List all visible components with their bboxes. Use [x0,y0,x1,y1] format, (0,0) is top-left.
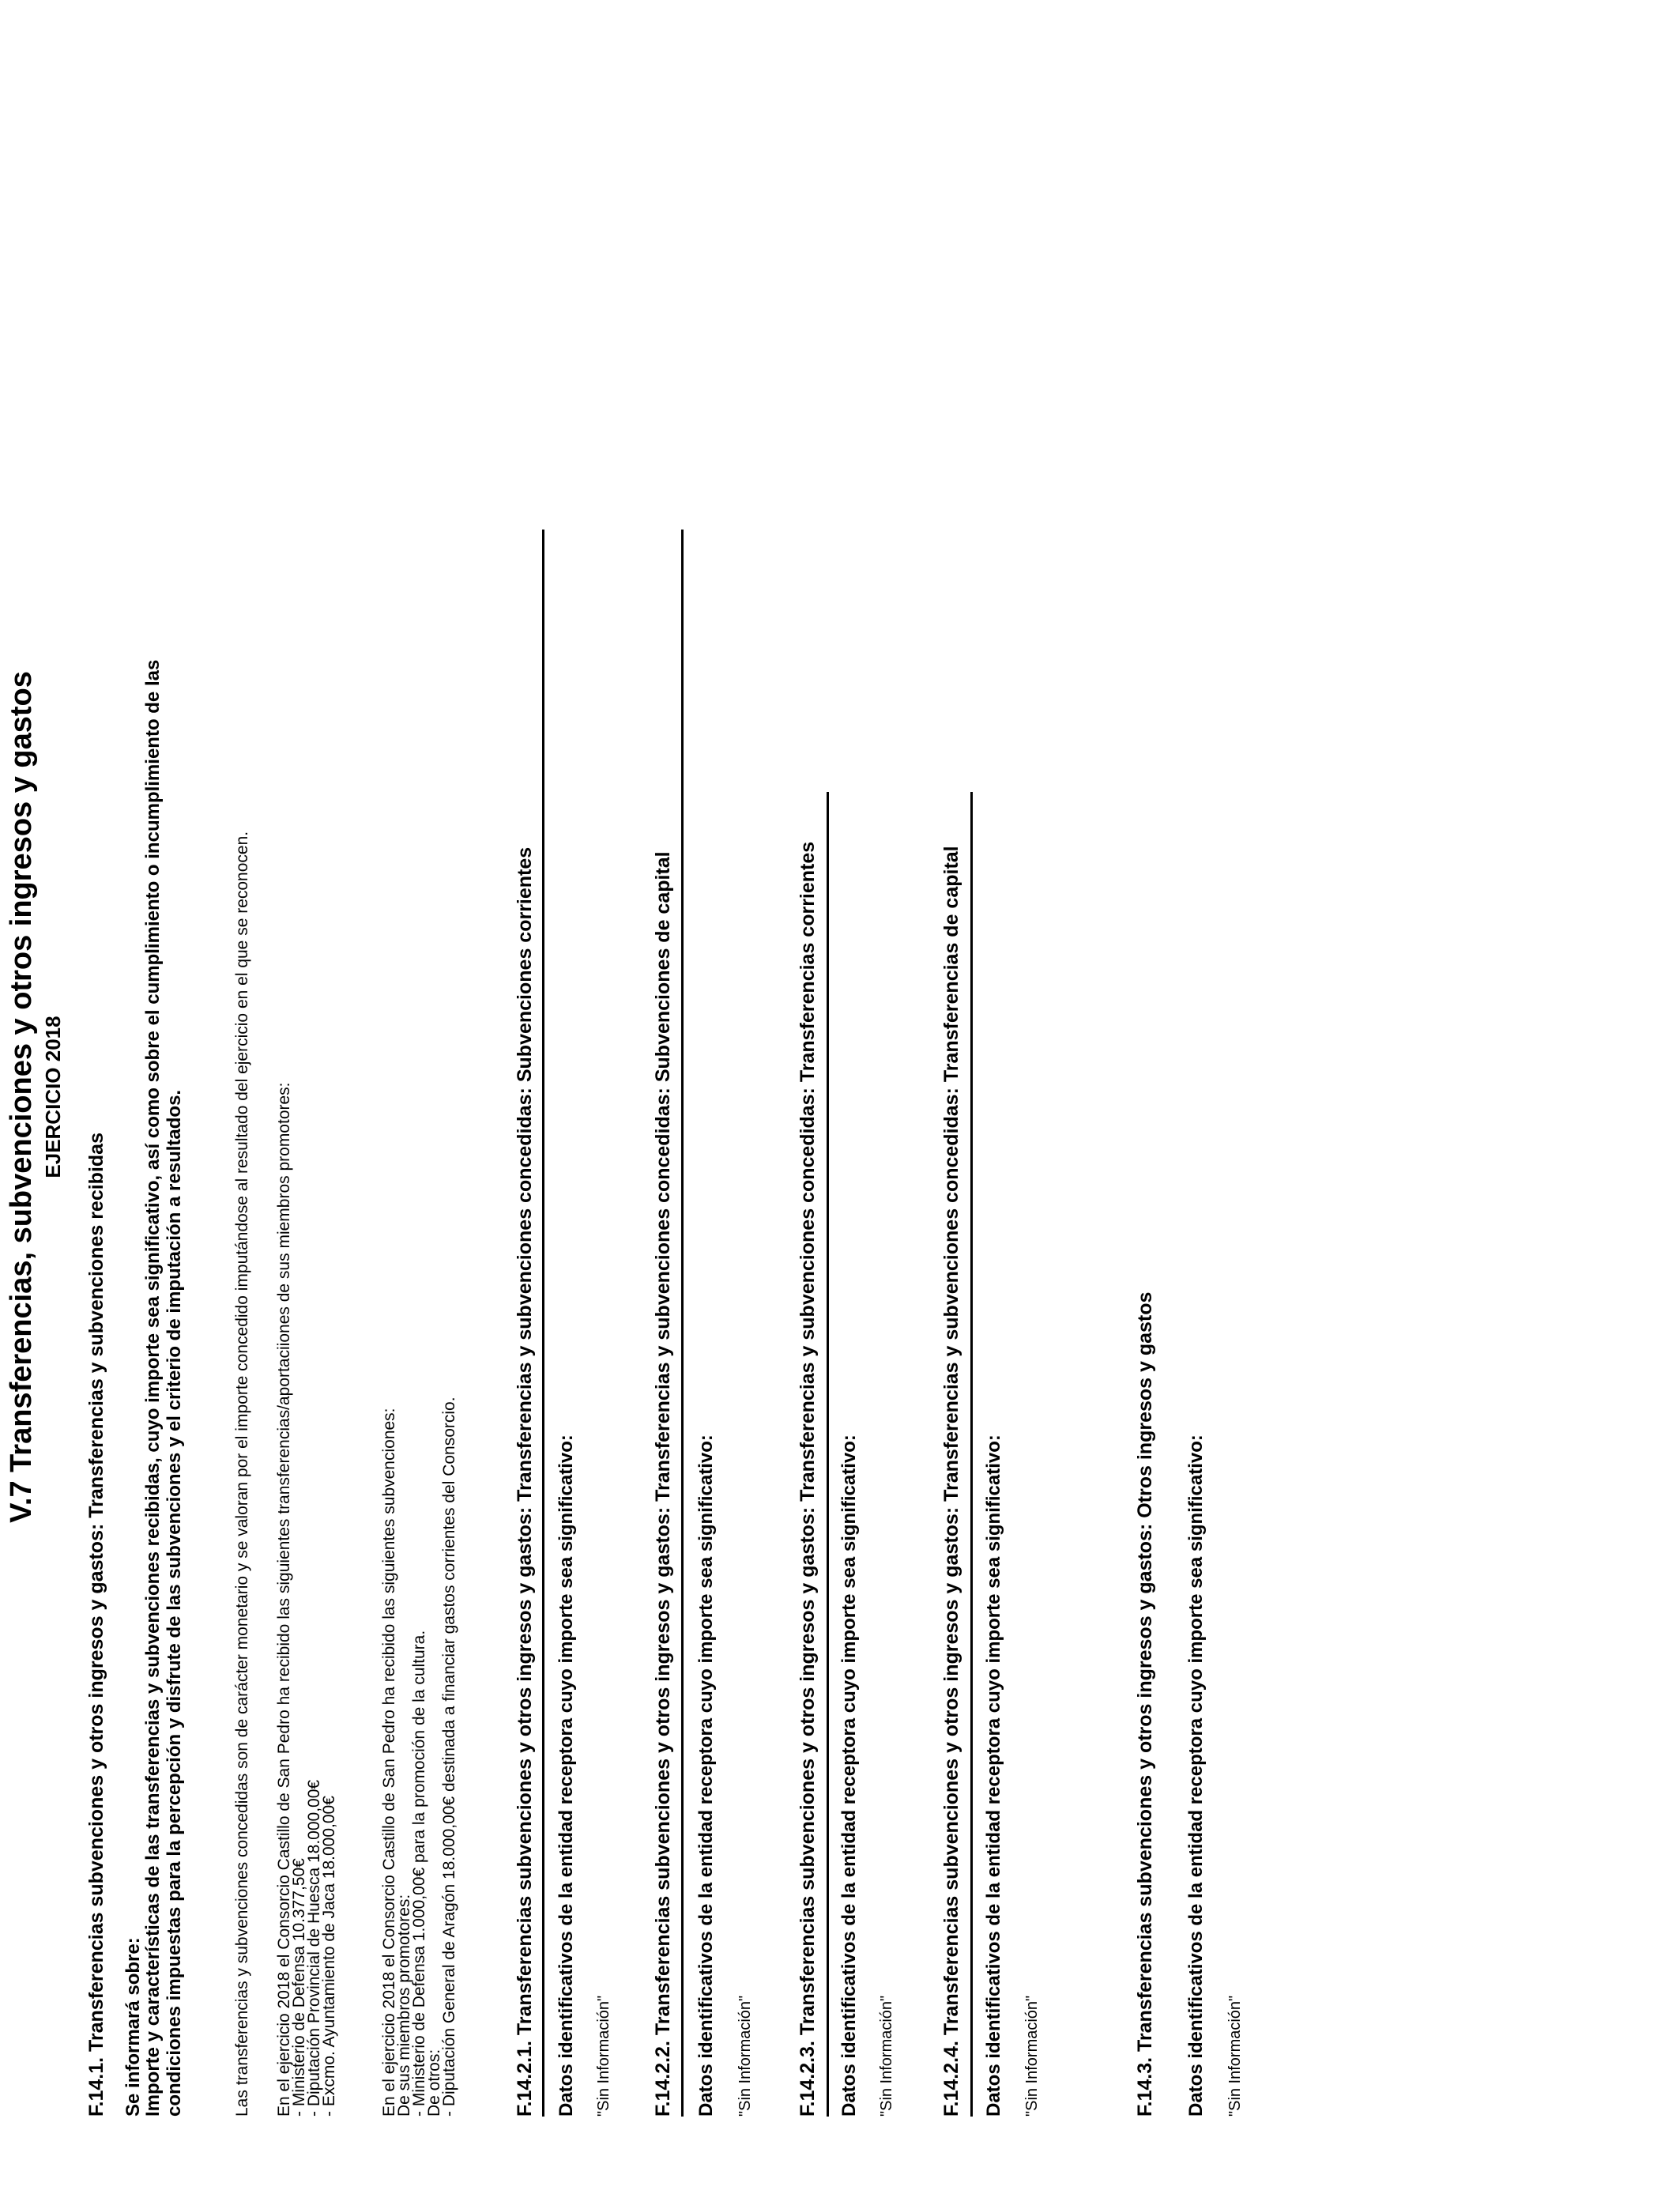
paragraph-transferencias-line-3: - Diputación Provincial de Huesca 18.000,00€ [305,1779,323,2117]
sin-informacion-value: "Sin Información" [1226,1995,1244,2117]
paragraph-transferencias-line-2: - Ministerio de Defensa 10.377,50€ [290,1858,308,2117]
paragraph-valuation: Las transferencias y subvenciones concedidas son de carácter monetario y se valoran por el importe concedido imputándose al resultado del ejercicio en el que se reconocen. [233,831,251,2117]
paragraph-transferencias-line-1: En el ejercicio 2018 el Consorcio Castillo de San Pedro ha recibido las siguientes transferencias/aportaciiones de sus miembros promotores: [275,1082,293,2117]
sin-informacion-value: "Sin Información" [878,1995,895,2117]
paragraph-transferencias-line-4: - Excmo. Ayuntamiento de Jaca 18.000,00€ [320,1796,338,2117]
section-heading-f14-3: F.14.3. Transferencias subvenciones y otros ingresos y gastos: Otros ingresos y gastos [1134,1291,1156,2117]
datos-label: Datos identificativos de la entidad receptora cuyo importe sea significativo: [838,1434,860,2117]
section-rule [970,792,973,2117]
paragraph-subvenciones-line-4: De otros: [425,2049,443,2117]
section-heading-f14-1: F.14.1. Transferencias subvenciones y otros ingresos y gastos: Transferencias y subvenciones recibidas [85,1133,107,2117]
section-heading-f14-2-2: F.14.2.2. Transferencias subvenciones y otros ingresos y gastos: Transferencias y subvenciones concedidas: Subvenciones de capital [652,851,674,2117]
exercise-year: EJERCICIO 2018 [41,1016,65,1178]
paragraph-subvenciones-line-2: De sus miembros promotores: [395,1894,413,2117]
section-rule [681,530,684,2117]
datos-label: Datos identificativos de la entidad receptora cuyo importe sea significativo: [695,1434,717,2117]
datos-label: Datos identificativos de la entidad receptora cuyo importe sea significativo: [983,1434,1004,2117]
datos-label: Datos identificativos de la entidad receptora cuyo importe sea significativo: [556,1434,577,2117]
importe-text-line-1: Importe y características de las transferencias y subvenciones recibidas, cuyo importe sea significativo, así como sobre el cumplimiento o incumplimiento de las [142,659,164,2117]
section-heading-f14-2-1: F.14.2.1. Transferencias subvenciones y otros ingresos y gastos: Transferencias y subvenciones concedidas: Subvenciones corrientes [514,846,536,2117]
importe-text-line-2: condiciones impuestas para la percepción y disfrute de las subvenciones y el criterio de imputación a resultados. [164,1089,185,2117]
paragraph-subvenciones-line-1: En el ejercicio 2018 el Consorcio Castillo de San Pedro ha recibido las siguientes subvenciones: [380,1408,398,2117]
sin-informacion-value: "Sin Información" [595,1995,612,2117]
sin-informacion-value: "Sin Información" [736,1995,754,2117]
page-title: V.7 Transferencias, subvenciones y otros ingresos y gastos [5,671,38,1523]
paragraph-subvenciones-line-5: - Diputación General de Aragón 18.000,00€ destinada a financiar gastos corrientes del Consorcio. [440,1397,458,2117]
section-heading-f14-2-4: F.14.2.4. Transferencias subvenciones y otros ingresos y gastos: Transferencias y subvenciones concedidas: Transferencias de capital [940,846,962,2117]
datos-label: Datos identificativos de la entidad receptora cuyo importe sea significativo: [1185,1434,1207,2117]
section-rule [827,792,829,2117]
informara-label: Se informará sobre: [122,1937,144,2117]
section-rule [542,530,544,2117]
paragraph-subvenciones-line-3: - Ministerio de Defensa 1.000,00€ para la promoción de la cultura. [410,1630,428,2117]
sin-informacion-value: "Sin Información" [1023,1995,1041,2117]
section-heading-f14-2-3: F.14.2.3. Transferencias subvenciones y otros ingresos y gastos: Transferencias y subvenciones concedidas: Transferencias corrientes [797,841,819,2117]
